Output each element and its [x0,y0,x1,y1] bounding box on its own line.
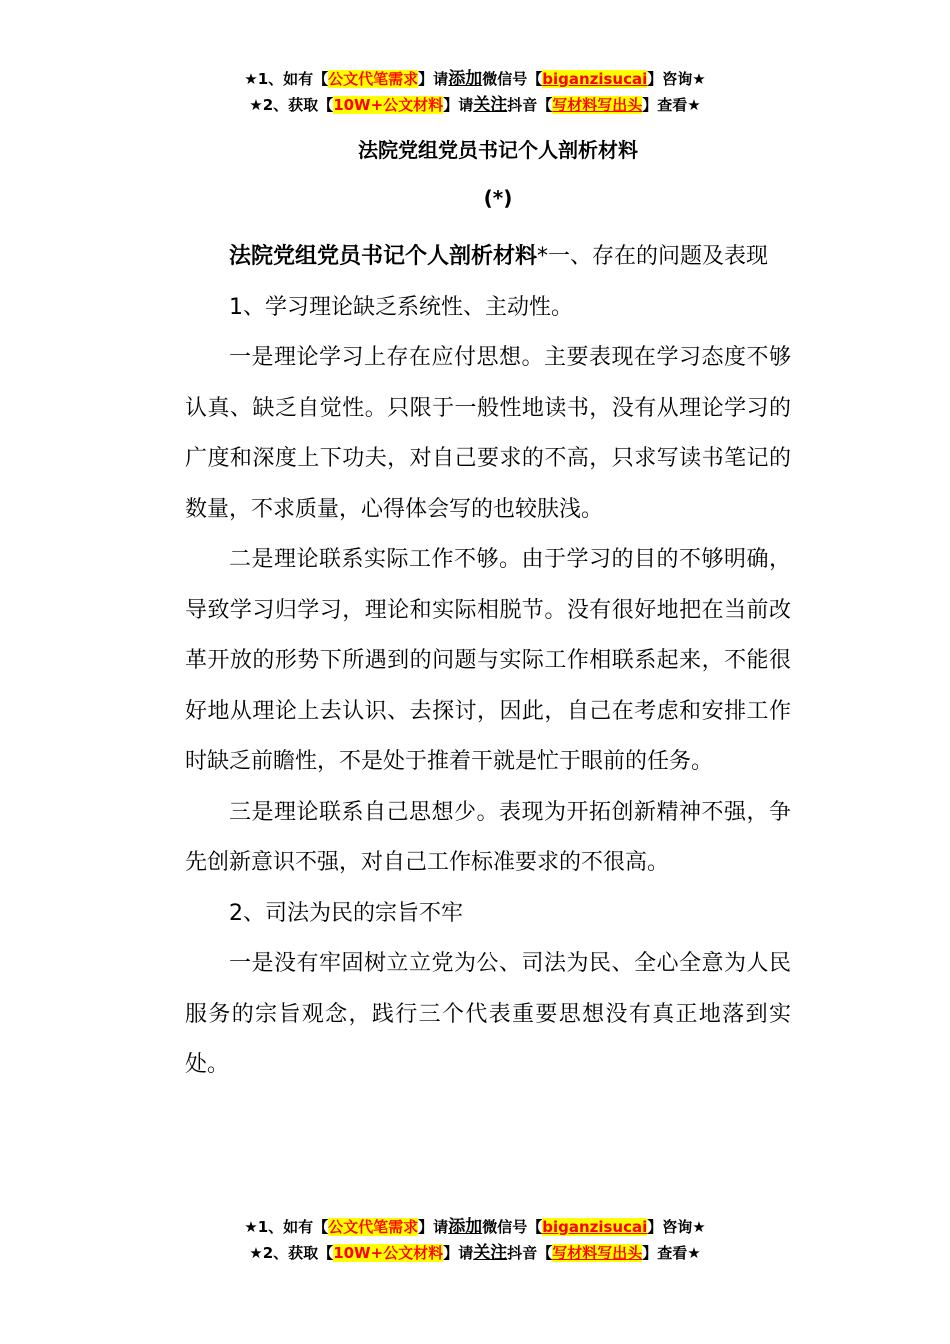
notice-text: 】咨询★ [647,70,706,88]
notice-highlight: 公文代笔需求 [328,1218,419,1236]
paragraph: 三是理论联系自己思想少。表现为开拓创新精神不强，争先创新意识不强，对自己工作标准要求的不很高。 [185,799,791,875]
notice-highlight: 公文代笔需求 [328,70,419,88]
section-heading [185,232,791,283]
notice-underline: 添加 [448,1217,483,1237]
notice-text: 】查看★ [642,1244,701,1262]
notice-highlight: 10W+公文材料 [333,1244,444,1262]
notice-text: 】请 [418,70,449,88]
notice-highlight: 10W+公文材料 [333,96,444,114]
notice-line-2 [0,92,950,118]
document-title: 法院党组党员书记个人剖析材料 [358,138,638,162]
footer-notice [0,1214,950,1266]
notice-text: ★2、获取【 [249,1244,334,1262]
notice-wechat-id: biganzisucai [542,1218,648,1236]
paragraph: 二是理论联系实际工作不够。由于学习的目的不够明确，导致学习归学习，理论和实际相脱节。没有很好地把在当前改革开放的形势下所遇到的问题与实际工作相联系起来，不能很好地从理论上去认识、去探讨，因此，自己在考虑和安排工作时缺乏前瞻性，不是处于推着干就是忙于眼前的任务。 [185,547,791,774]
header-notice [0,66,950,118]
paragraph: 一是没有牢固树立立党为公、司法为民、全心全意为人民服务的宗旨观念，践行三个代表重要思想没有真正地落到实处。 [185,951,791,1077]
notice-text: 微信号【 [482,70,543,88]
document-body [185,232,791,1091]
paragraph: 2、司法为民的宗旨不牢 [229,900,463,926]
notice-line-1 [0,1214,950,1240]
notice-text: 】咨询★ [647,1218,706,1236]
notice-text: 】请 [418,1218,449,1236]
notice-text: 】请 [443,1244,474,1262]
notice-line-2 [0,1240,950,1266]
notice-line-1 [0,66,950,92]
notice-douyin-id: 写材料写出头 [552,1244,643,1262]
notice-douyin-id: 写材料写出头 [552,96,643,114]
document-subtitle: (*) [483,186,513,210]
notice-text: ★2、获取【 [249,96,334,114]
notice-underline: 关注 [473,1243,508,1263]
notice-text: 】请 [443,96,474,114]
paragraph: 一是理论学习上存在应付思想。主要表现在学习态度不够认真、缺乏自觉性。只限于一般性地读书，没有从理论学习的广度和深度上下功夫，对自己要求的不高，只求写读书笔记的数量，不求质量，心得体会写的也较肤浅。 [185,345,791,522]
notice-text: 抖音【 [507,1244,553,1262]
notice-underline: 添加 [448,69,483,89]
notice-text: 】查看★ [642,96,701,114]
notice-text: 抖音【 [507,96,553,114]
section-heading-rest: *一、存在的问题及表现 [537,244,769,269]
notice-text: 微信号【 [482,1218,543,1236]
notice-wechat-id: biganzisucai [542,70,648,88]
section-heading-bold: 法院党组党员书记个人剖析材料 [229,244,538,269]
paragraph: 1、学习理论缺乏系统性、主动性。 [229,294,573,320]
notice-text: ★1、如有【 [244,70,329,88]
notice-text: ★1、如有【 [244,1218,329,1236]
notice-underline: 关注 [473,95,508,115]
